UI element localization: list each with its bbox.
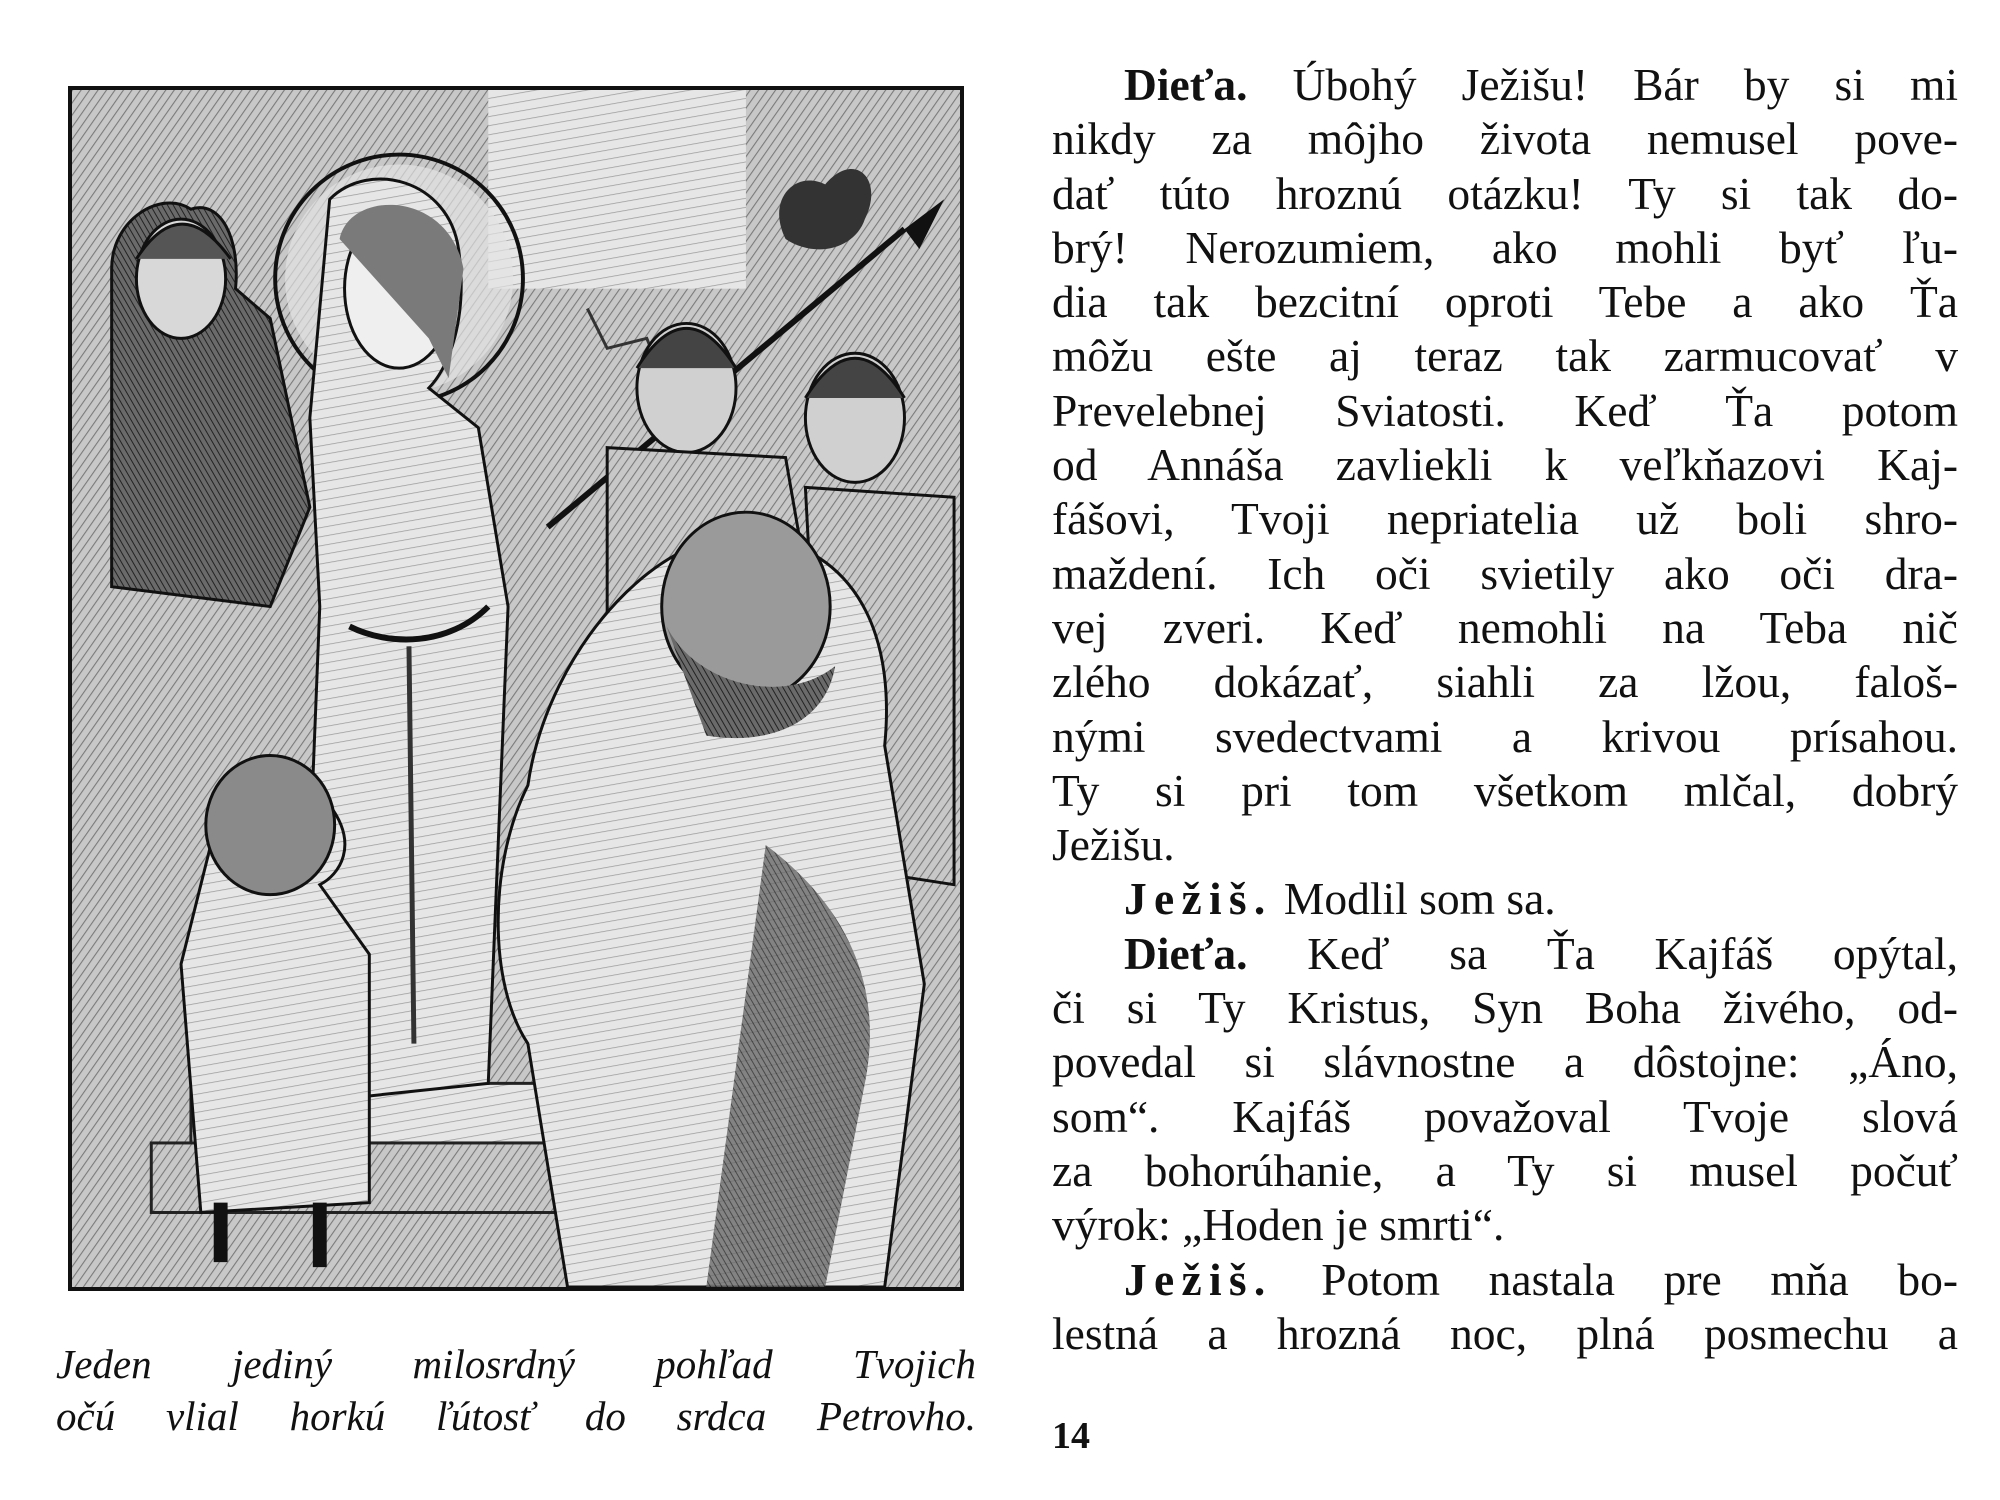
text-line: dia tak bezcitní oproti Tebe a ako Ťa (1052, 276, 1958, 328)
text-line: Ježiš. Potom nastala pre mňa bo- (1124, 1253, 1958, 1305)
text-line: maždení. Ich oči svietily ako oči dra- (1052, 547, 1958, 599)
text-line: či si Ty Kristus, Syn Boha živého, od- (1052, 982, 1958, 1034)
illustration-caption (56, 1338, 976, 1442)
text-line: lestná a hrozná noc, plná posmechu a (1052, 1307, 1958, 1359)
text-line: Dieťa. Úbohý Ježišu! Bár by si mi (1124, 59, 1958, 110)
speaker-label: Ježiš. (1124, 873, 1273, 925)
text-line: Ježiš. Modlil som sa. (1124, 873, 1556, 925)
text-line: za bohorúhanie, a Ty si musel počuť (1052, 1144, 1958, 1196)
text-line: od Annáša zavliekli k veľkňazovi Kaj- (1052, 439, 1958, 491)
text-line: Prevelebnej Sviatosti. Keď Ťa potom (1052, 384, 1958, 436)
illustration-jesus-before-caiaphas (68, 86, 964, 1291)
text-line: vej zveri. Keď nemohli na Teba nič (1052, 601, 1958, 653)
text-line: Dieťa. Keď sa Ťa Kajfáš opýtal, (1124, 927, 1958, 979)
speaker-label: Ježiš. (1124, 1253, 1273, 1305)
text-line: Ty si pri tom všetkom mlčal, dobrý (1052, 764, 1958, 816)
page-number: 14 (1052, 1415, 1090, 1457)
caption-line-1: Jeden jediný milosrdný pohľad Tvojich (56, 1341, 976, 1387)
text-line: zlého dokázať, siahli za lžou, faloš- (1052, 656, 1958, 708)
body-text (1052, 58, 1958, 1361)
text-line: dať túto hroznú otázku! Ty si tak do- (1052, 167, 1958, 219)
speaker-label: Dieťa. (1124, 59, 1248, 110)
text-line: brý! Nerozumiem, ako mohli byť ľu- (1052, 221, 1958, 273)
text-line: nými svedectvami a krivou prísahou. (1052, 710, 1958, 762)
caption-line-2: očú vlial horkú ľútosť do srdca Petrovho. (56, 1393, 976, 1439)
speaker-label: Dieťa. (1124, 927, 1248, 979)
text-line: výrok: „Hoden je smrti“. (1052, 1199, 1505, 1251)
text-line: Ježišu. (1052, 819, 1175, 871)
text-line: nikdy za môjho života nemusel pove- (1052, 113, 1958, 165)
text-line: povedal si slávnostne a dôstojne: „Áno, (1052, 1036, 1958, 1088)
engraving-illustration (72, 90, 960, 1287)
text-line: môžu ešte aj teraz tak zarmucovať v (1052, 330, 1958, 382)
text-line: fášovi, Tvoji nepriatelia už boli shro- (1052, 493, 1958, 545)
text-line: som“. Kajfáš považoval Tvoje slová (1052, 1090, 1958, 1142)
